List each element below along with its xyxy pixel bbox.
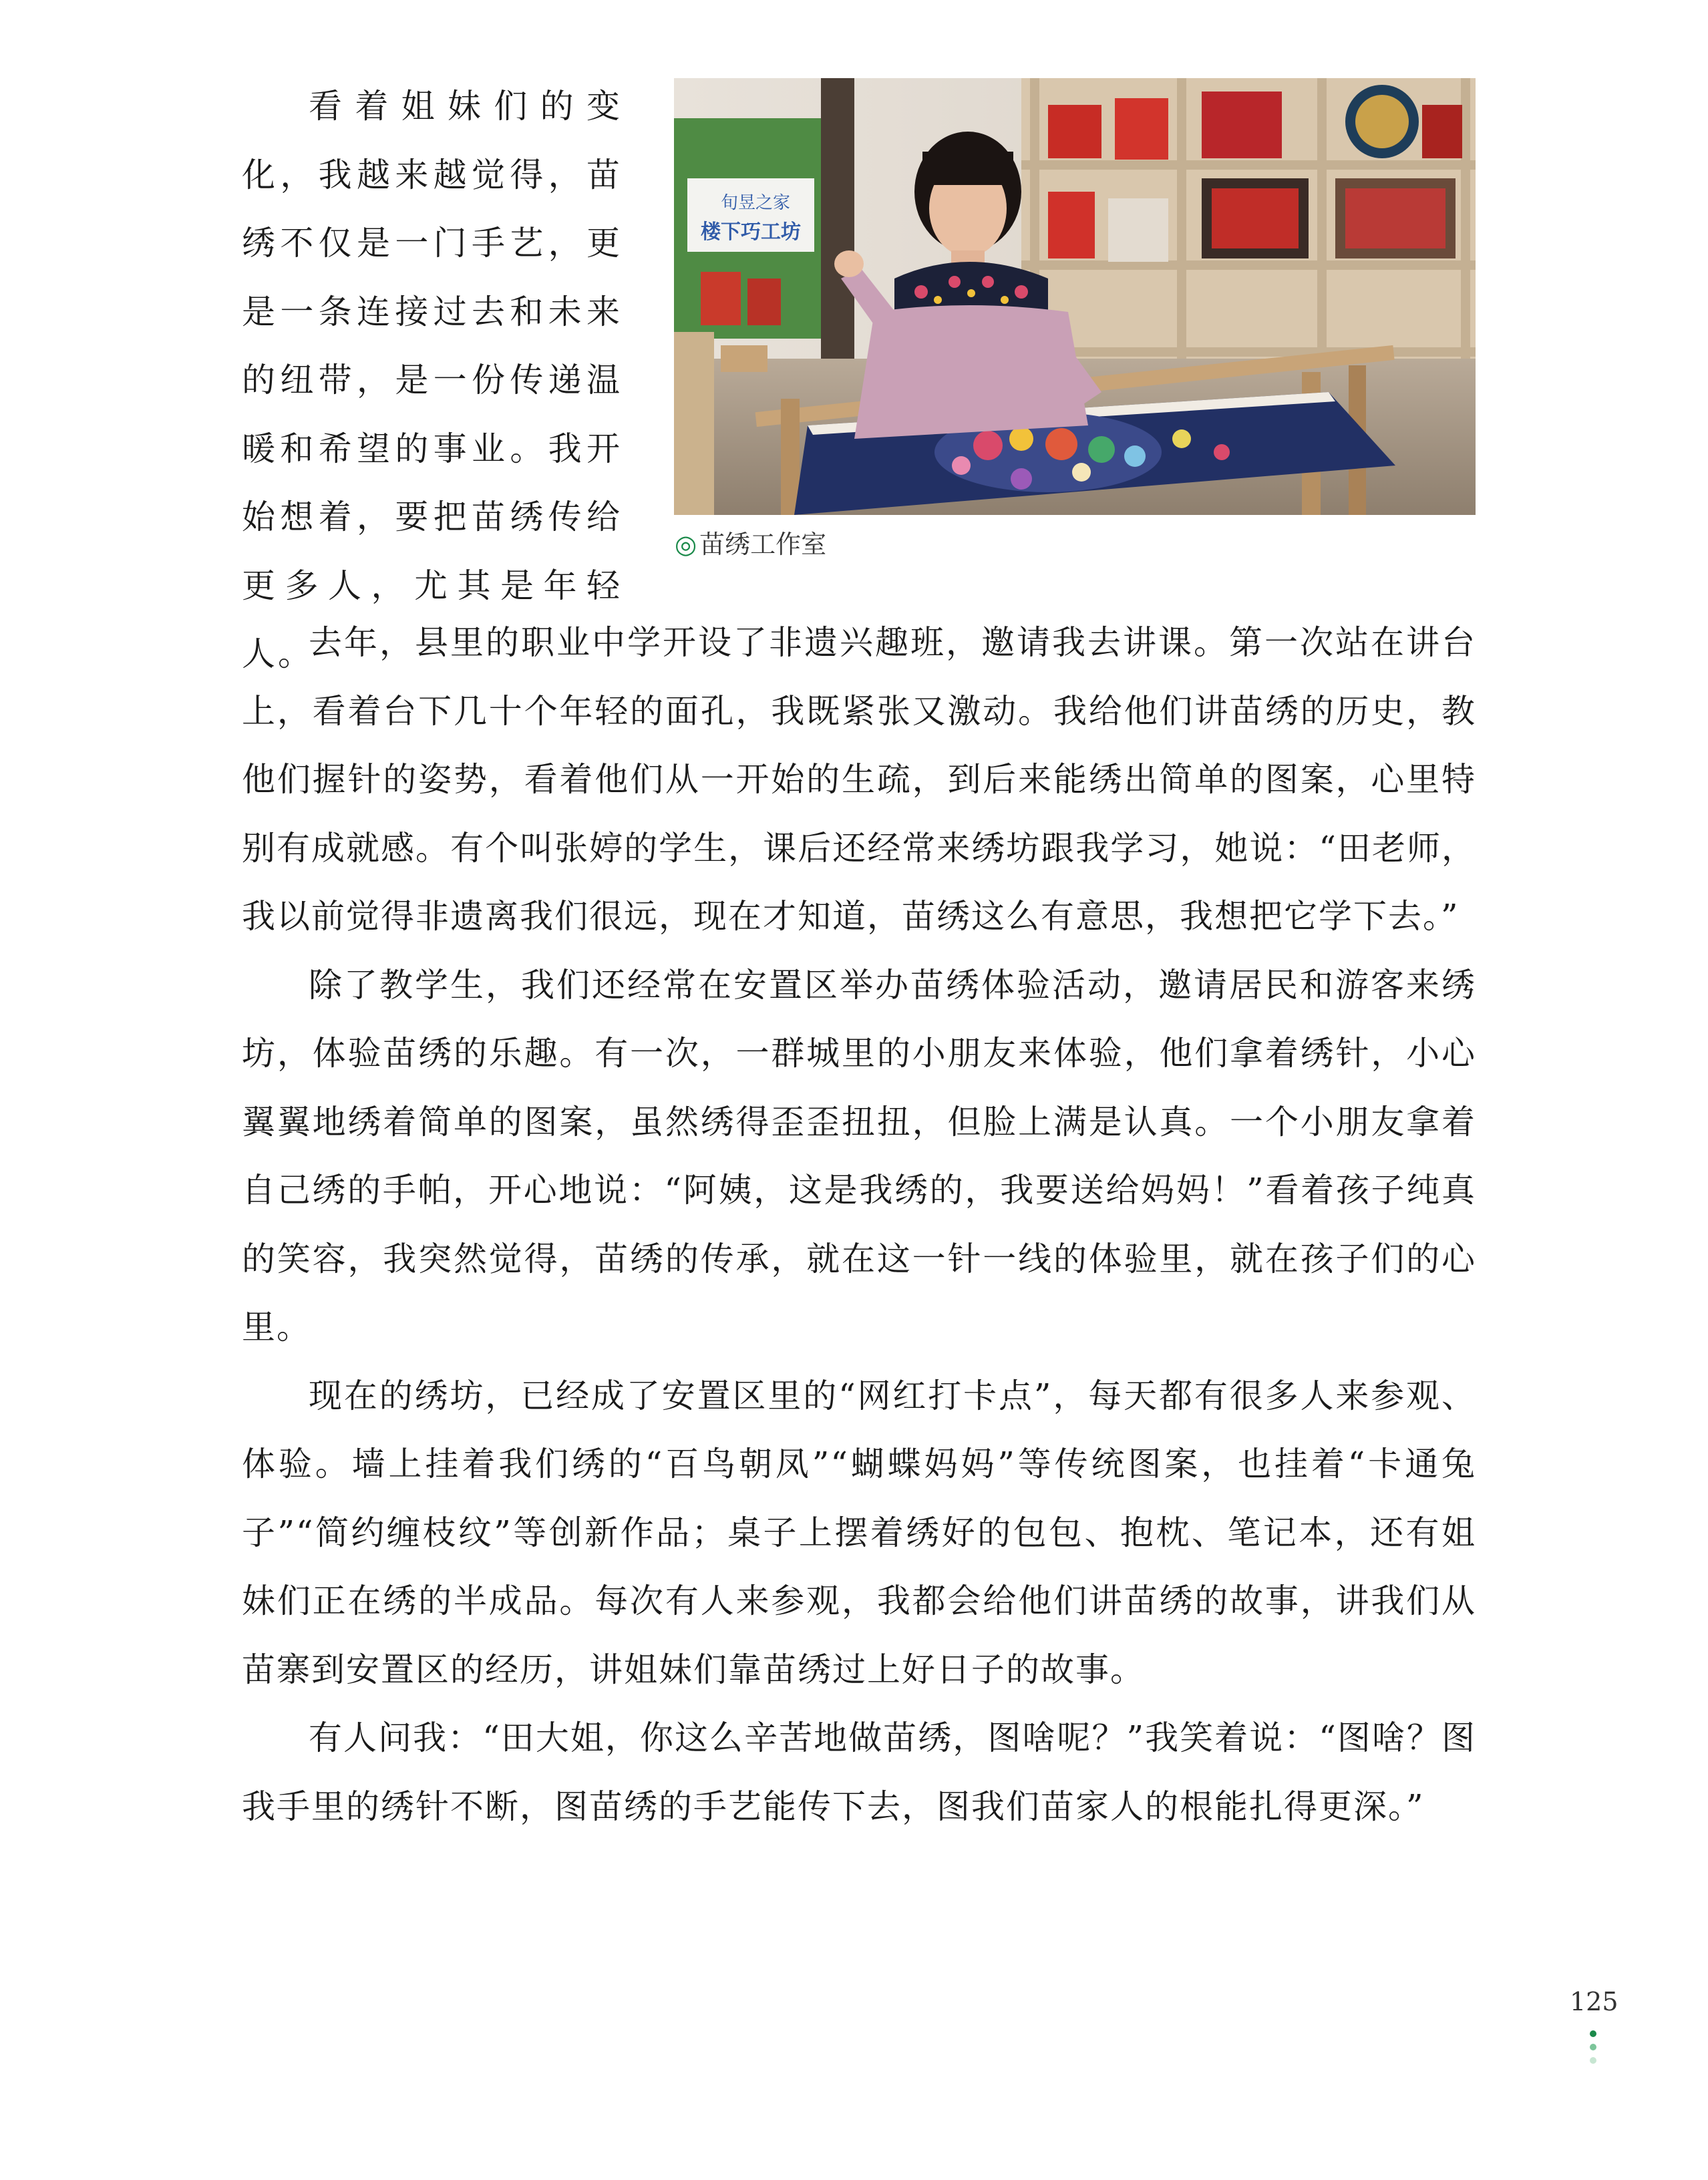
photo-caption xyxy=(675,528,826,561)
paragraph-wrapped: 看着姐妹们的变化，我越来越觉得，苗绣不仅是一门手艺，更是一条连接过去和未来的纽带，是一份传递温暖和希望的事业。我开始想着，要把苗绣传给更多人，尤其是年轻人。 xyxy=(242,87,623,673)
wrapped-text-column xyxy=(242,72,623,689)
caption-mark: ◎ xyxy=(675,530,697,559)
decoration-dot xyxy=(1590,2044,1596,2050)
paragraph-1: 去年，县里的职业中学开设了非遗兴趣班，邀请我去讲课。第一次站在讲台上，看着台下几十个年轻的面孔，我既紧张又激动。我给他们讲苗绣的历史，教他们握针的姿势，看着他们从一开始的生疏，到后来能绣出简单的图案，心里特别有成就感。有个叫张婷的学生，课后还经常来绣坊跟我学习，她说：“田老师，我以前觉得非遗离我们很远，现在才知道，苗绣这么有意思，我想把它学下去。” xyxy=(242,623,1476,936)
embroidery-workshop-photo xyxy=(674,78,1476,515)
page-decoration-dots xyxy=(1588,2030,1598,2070)
sign-text-2: 楼下巧工坊 xyxy=(701,220,801,244)
paragraph-3: 现在的绣坊，已经成了安置区里的“网红打卡点”，每天都有很多人来参观、体验。墙上挂着我们绣的“百鸟朝凤”“蝴蝶妈妈”等传统图案，也挂着“卡通兔子”“简约缠枝纹”等创新作品；桌子上摆着绣好的包包、抱枕、笔记本，还有姐妹们正在绣的半成品。每次有人来参观，我都会给他们讲苗绣的故事，讲我们从苗寨到安置区的经历，讲姐妹们靠苗绣过上好日子的故事。 xyxy=(242,1376,1476,1689)
photo-illustration xyxy=(674,78,1476,515)
body-text xyxy=(242,608,1476,1841)
paragraph-2: 除了教学生，我们还经常在安置区举办苗绣体验活动，邀请居民和游客来绣坊，体验苗绣的乐趣。有一次，一群城里的小朋友来体验，他们拿着绣针，小心翼翼地绣着简单的图案，虽然绣得歪歪扭扭，但脸上满是认真。一个小朋友拿着自己绣的手帕，开心地说：“阿姨，这是我绣的，我要送给妈妈！”看着孩子纯真的笑容，我突然觉得，苗绣的传承，就在这一针一线的体验里，就在孩子们的心里。 xyxy=(242,965,1476,1346)
caption-text: 苗绣工作室 xyxy=(699,530,827,559)
decoration-dot xyxy=(1590,2030,1596,2037)
page-number: 125 xyxy=(1570,1987,1618,2016)
paragraph-4: 有人问我：“田大姐，你这么辛苦地做苗绣，图啥呢？”我笑着说：“图啥？图我手里的绣针不断，图苗绣的手艺能传下去，图我们苗家人的根能扎得更深。” xyxy=(242,1718,1476,1826)
sign-text-1: 旬昱之家 xyxy=(721,193,791,213)
decoration-dot xyxy=(1590,2057,1596,2064)
